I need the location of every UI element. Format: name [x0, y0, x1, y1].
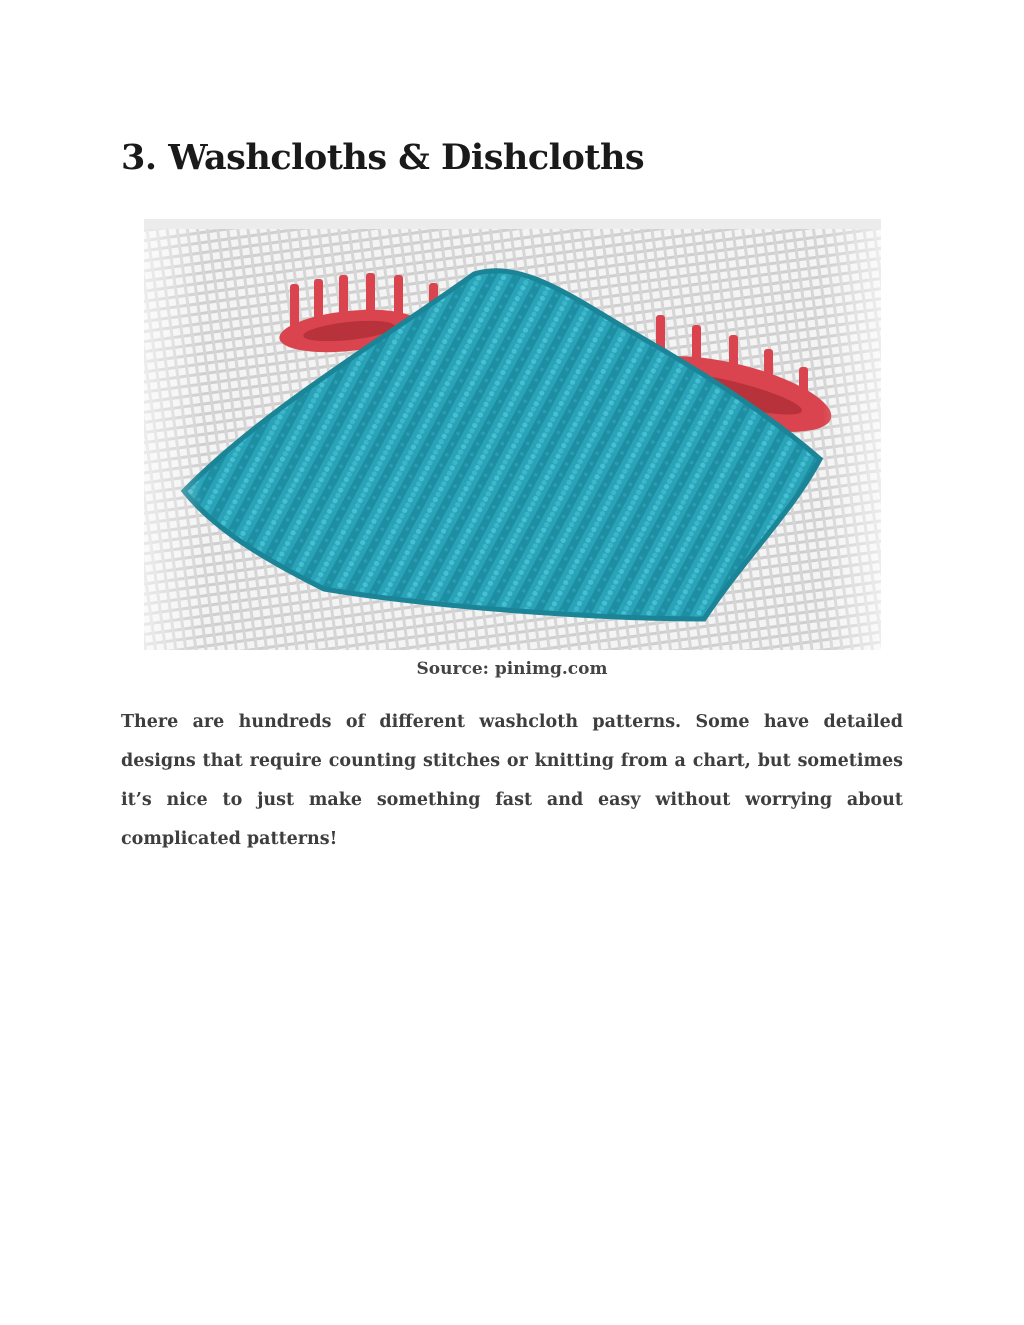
body-paragraph: There are hundreds of different washcloth patterns. Some have detailed designs that require counting stitches or knitting from a chart, but sometimes it’s nice to just make something fast and easy without worrying about complicated patterns! [121, 712, 903, 849]
image-source-caption: Source: pinimg.com [416, 659, 608, 679]
section-heading: 3. Washcloths & Dishcloths [121, 137, 645, 178]
washcloth-photo [144, 219, 881, 650]
